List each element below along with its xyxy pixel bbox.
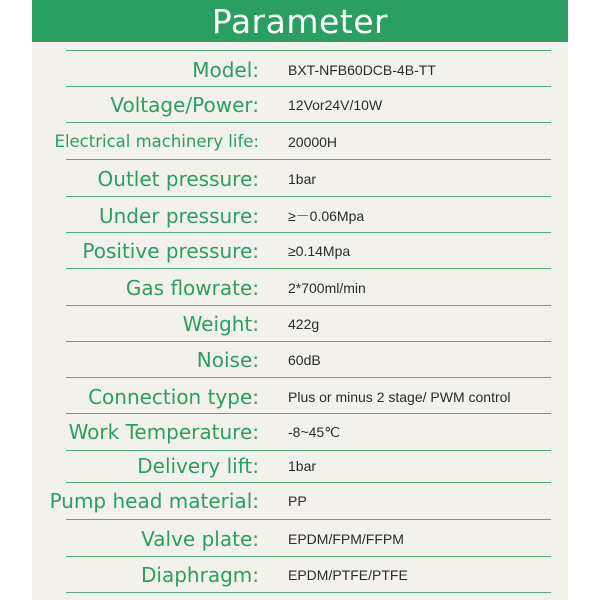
param-label-pump-head-material: Pump head material: bbox=[49, 489, 259, 513]
row-divider bbox=[66, 50, 551, 51]
param-value-noise: 60dB bbox=[288, 352, 321, 368]
row-divider bbox=[66, 377, 551, 378]
page-title: Parameter bbox=[211, 1, 389, 41]
param-value-diaphragm: EPDM/PTFE/PTFE bbox=[288, 567, 408, 583]
row-divider bbox=[66, 592, 551, 593]
row-divider bbox=[66, 556, 551, 557]
row-divider bbox=[66, 159, 551, 160]
param-value-machinery-life: 20000H bbox=[288, 134, 338, 150]
param-label-connection-type: Connection type: bbox=[88, 385, 259, 409]
param-value-weight: 422g bbox=[288, 316, 320, 332]
param-value-gas-flowrate: 2*700ml/min bbox=[288, 280, 366, 296]
param-label-work-temperature: Work Temperature: bbox=[68, 420, 259, 444]
row-divider bbox=[66, 450, 551, 451]
param-label-under-pressure: Under pressure: bbox=[98, 204, 259, 228]
param-label-voltage-power: Voltage/Power: bbox=[110, 93, 259, 117]
row-divider bbox=[66, 482, 551, 483]
row-divider bbox=[66, 341, 551, 342]
param-label-delivery-lift: Delivery lift: bbox=[137, 454, 259, 478]
param-label-gas-flowrate: Gas flowrate: bbox=[125, 276, 259, 300]
param-value-voltage-power: 12Vor24V/10W bbox=[288, 97, 383, 113]
row-divider bbox=[66, 86, 551, 87]
param-label-model: Model: bbox=[192, 58, 259, 82]
param-label-valve-plate: Valve plate: bbox=[141, 527, 259, 551]
param-label-outlet-pressure: Outlet pressure: bbox=[97, 167, 259, 191]
param-value-pump-head-material: PP bbox=[288, 493, 307, 509]
row-divider bbox=[66, 519, 551, 520]
row-divider bbox=[66, 232, 551, 233]
param-value-delivery-lift: 1bar bbox=[288, 458, 317, 474]
param-label-machinery-life: Electrical machinery life: bbox=[54, 132, 259, 151]
row-divider bbox=[66, 413, 551, 414]
param-value-model: BXT-NFB60DCB-4B-TT bbox=[288, 62, 436, 78]
param-value-positive-pressure: ≥0.14Mpa bbox=[288, 243, 351, 259]
row-divider bbox=[66, 196, 551, 197]
param-label-diaphragm: Diaphragm: bbox=[141, 563, 259, 587]
row-divider bbox=[66, 268, 551, 269]
param-label-weight: Weight: bbox=[182, 312, 259, 336]
param-value-under-pressure: ≥－0.06Mpa bbox=[288, 208, 365, 224]
param-label-positive-pressure: Positive pressure: bbox=[82, 239, 259, 263]
param-label-noise: Noise: bbox=[196, 348, 259, 372]
param-value-outlet-pressure: 1bar bbox=[288, 171, 317, 187]
param-value-connection-type: Plus or minus 2 stage/ PWM control bbox=[288, 389, 511, 405]
param-value-valve-plate: EPDM/FPM/FFPM bbox=[288, 531, 404, 547]
row-divider bbox=[66, 122, 551, 123]
row-divider bbox=[66, 305, 551, 306]
param-value-work-temperature: -8~45℃ bbox=[288, 424, 340, 440]
